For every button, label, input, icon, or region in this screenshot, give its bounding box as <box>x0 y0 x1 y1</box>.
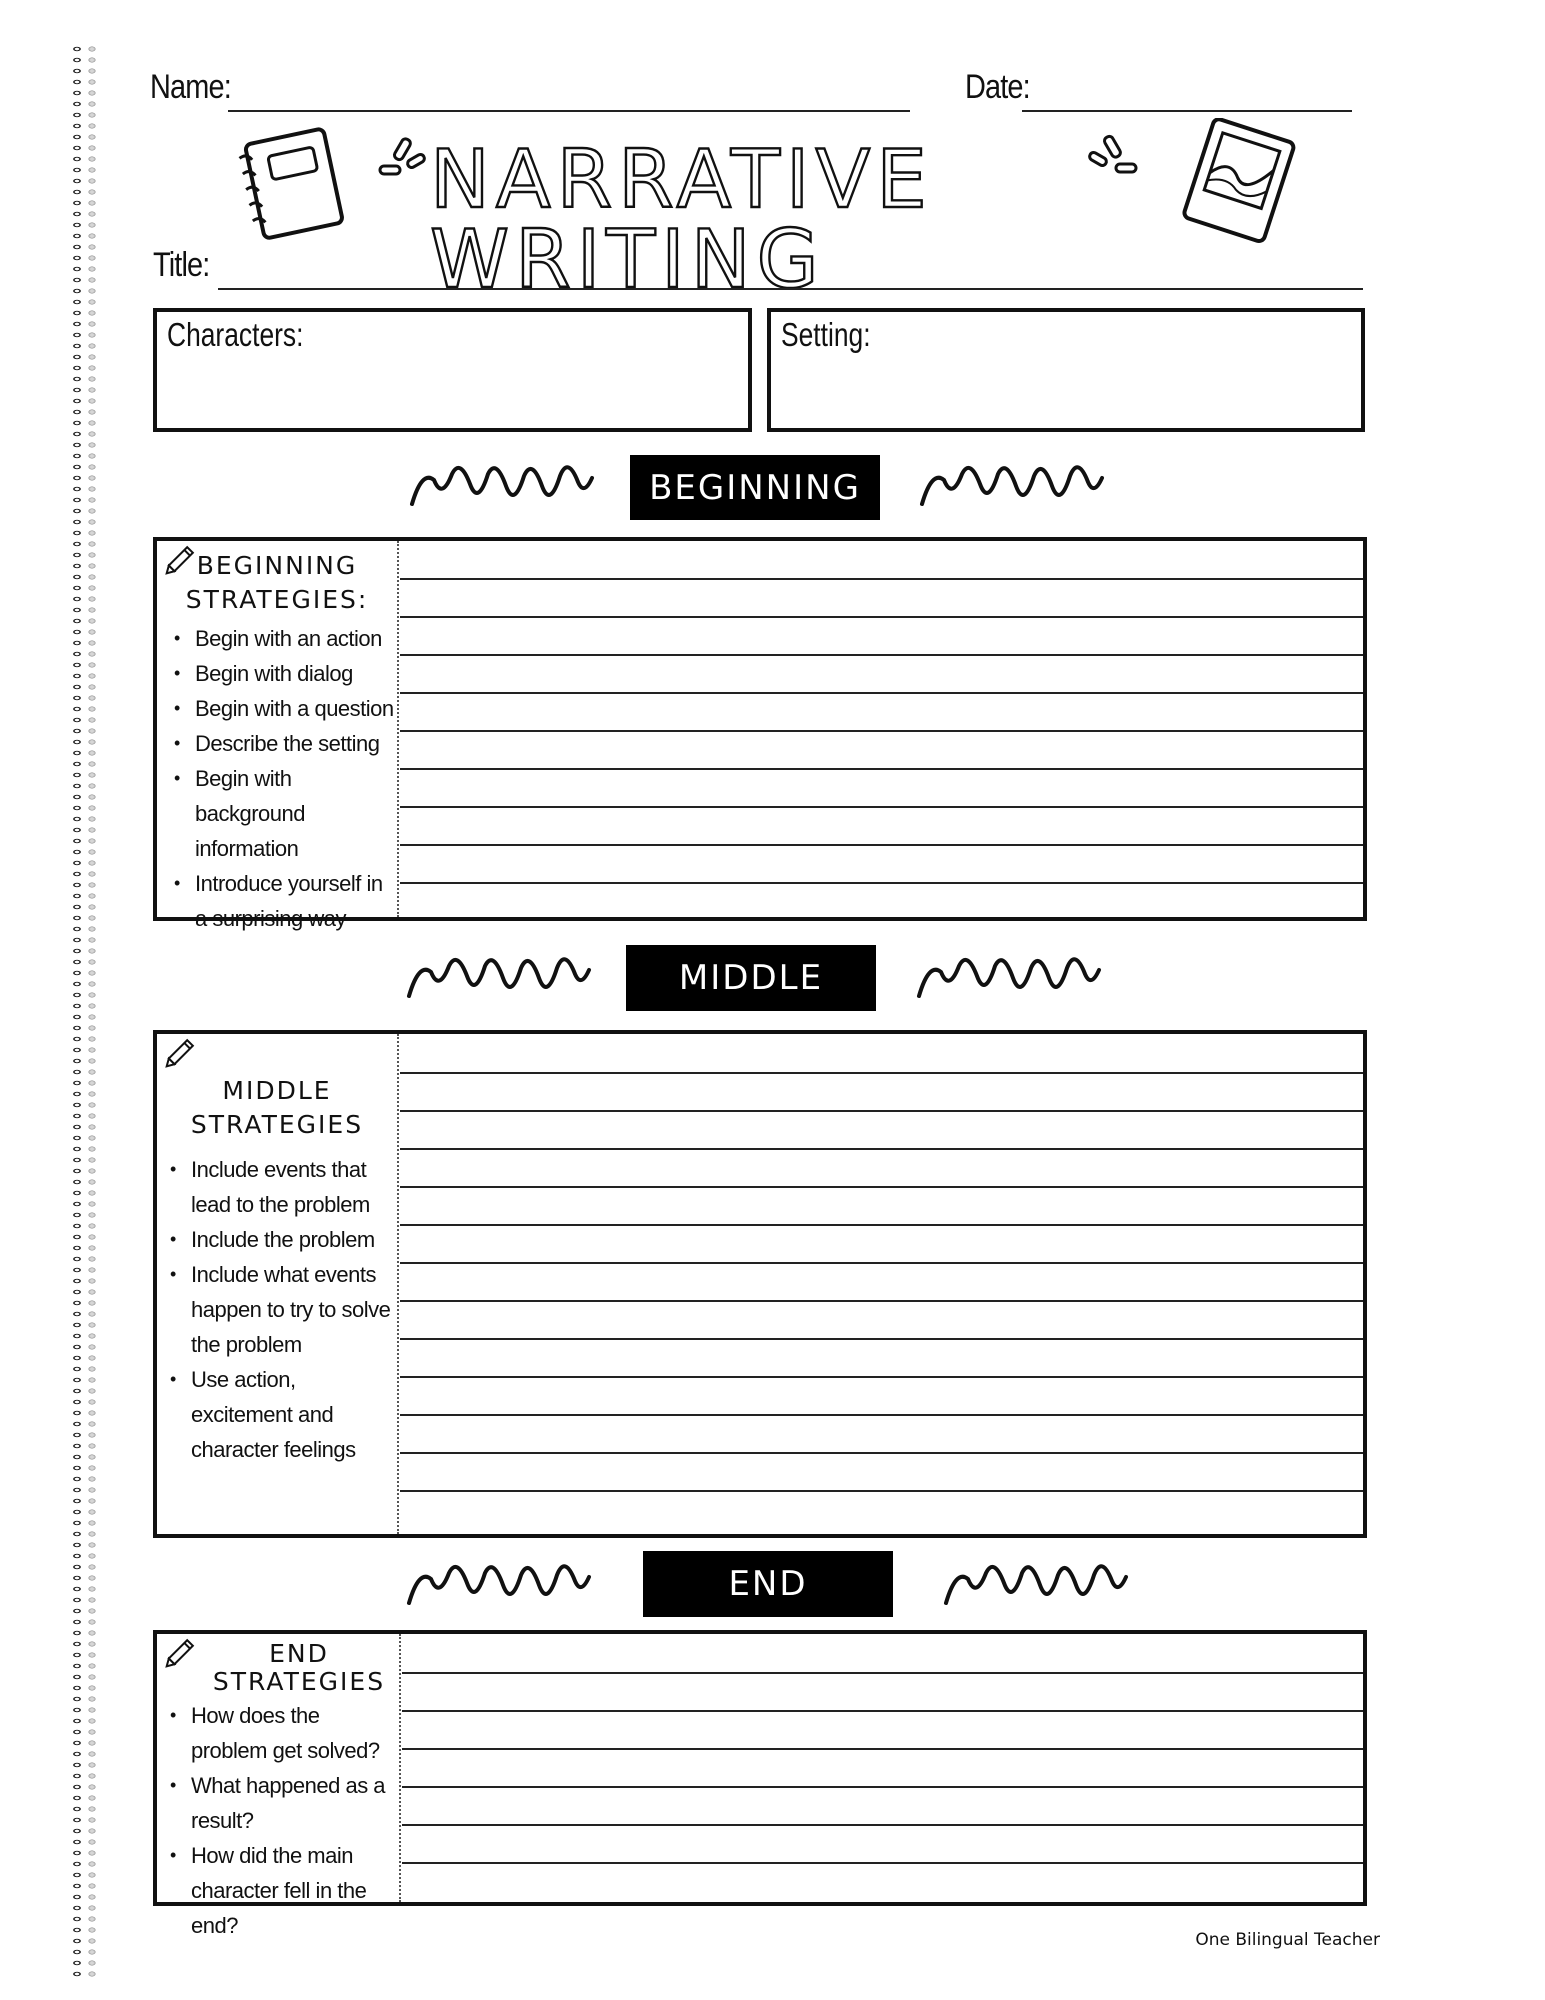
date-field[interactable] <box>1022 110 1352 112</box>
middle-panel <box>153 1030 1367 1538</box>
beginning-strategies <box>157 541 399 931</box>
list-item: • Begin with dialog <box>171 656 396 691</box>
photo-icon <box>1178 118 1298 248</box>
list-item: • Include the problem <box>167 1222 392 1257</box>
characters-box[interactable] <box>153 308 752 432</box>
strategy-list <box>167 1698 392 1943</box>
page-title: NARRATIVE WRITING <box>430 133 933 306</box>
strategy-title-line2: STRATEGIES: <box>185 585 369 614</box>
name-field[interactable] <box>228 110 910 112</box>
list-item: • How does the problem get solved? <box>167 1698 392 1768</box>
section-tag-middle: MIDDLE <box>626 945 876 1011</box>
strategy-title-line2: STRATEGIES <box>212 1667 386 1696</box>
zigzag-icon <box>405 948 595 1004</box>
list-item: • Begin with an action <box>171 621 396 656</box>
characters-label: Characters: <box>167 316 304 353</box>
end-writing-area[interactable] <box>402 1634 1363 1902</box>
list-item: • Begin with background information <box>171 761 396 866</box>
zigzag-icon <box>915 948 1105 1004</box>
section-tag-end: END <box>643 1551 893 1617</box>
end-strategies <box>157 1634 401 1938</box>
strategy-title-line2: STRATEGIES <box>190 1110 364 1139</box>
strategy-title-line1: BEGINNING <box>196 551 358 580</box>
list-item: • Include what events happen to try to solve the problem <box>167 1257 392 1362</box>
spiral-binding <box>68 44 104 1979</box>
list-item: • Use action, excitement and character feelings <box>167 1362 392 1467</box>
strategy-list <box>171 621 396 936</box>
list-item: • Include events that lead to the problem <box>167 1152 392 1222</box>
strategy-list <box>167 1152 392 1467</box>
zigzag-icon <box>405 1555 595 1611</box>
list-item: • Begin with a question <box>171 691 396 726</box>
setting-box[interactable] <box>767 308 1365 432</box>
beginning-panel <box>153 537 1367 931</box>
name-label: Name: <box>150 68 231 106</box>
title-label: Title: <box>153 246 210 284</box>
list-item: • What happened as a result? <box>167 1768 392 1838</box>
beginning-writing-area[interactable] <box>400 541 1363 917</box>
zigzag-icon <box>408 456 598 512</box>
section-tag-beginning: BEGINNING <box>630 455 880 520</box>
notebook-icon <box>232 124 352 244</box>
setting-label: Setting: <box>781 316 871 353</box>
zigzag-icon <box>918 456 1108 512</box>
middle-writing-area[interactable] <box>400 1034 1363 1534</box>
date-label: Date: <box>965 68 1030 106</box>
pencil-icon <box>161 1038 195 1072</box>
list-item: • Introduce yourself in a surprising way <box>171 866 396 936</box>
zigzag-icon <box>942 1555 1132 1611</box>
footer-credit: One Bilingual Teacher <box>1195 1930 1380 1950</box>
strategy-title-line1: END <box>269 1639 329 1668</box>
list-item: • How did the main character fell in the end? <box>167 1838 392 1943</box>
list-item: • Describe the setting <box>171 726 396 761</box>
middle-strategies <box>157 1034 399 1534</box>
burst-icon <box>376 134 436 194</box>
strategy-title-line1: MIDDLE <box>222 1076 332 1105</box>
burst-icon <box>1082 132 1142 192</box>
title-field[interactable] <box>218 288 1363 290</box>
end-panel <box>153 1630 1367 1938</box>
